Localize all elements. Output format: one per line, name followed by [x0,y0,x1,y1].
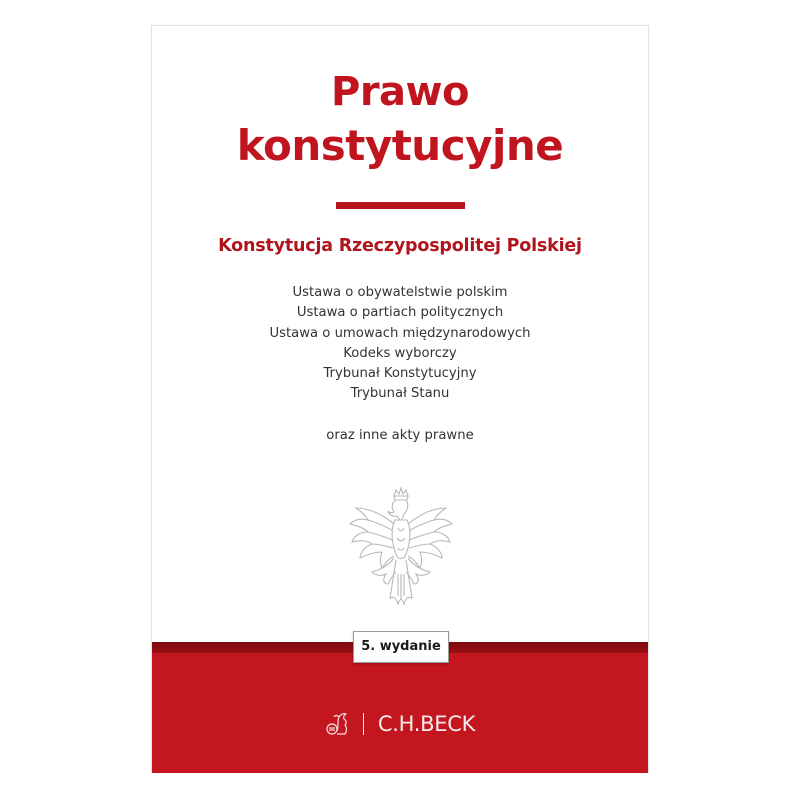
act-item: Ustawa o umowach międzynarodowych [269,325,531,341]
book-cover [151,25,649,773]
polish-eagle-emblem-icon [348,486,454,616]
act-item: Kodeks wyborczy [343,345,457,361]
act-item: Ustawa o partiach politycznych [296,305,504,321]
other-acts-note: oraz inne akty prawne [326,428,474,443]
title-divider [336,202,465,209]
publisher-mark [152,709,648,739]
book-title-line1: Prawo [331,69,469,115]
book-subtitle: Konstytucja Rzeczypospolitej Polskiej [218,236,582,256]
publisher-separator [363,713,364,735]
act-item: Trybunał Stanu [350,386,450,402]
act-item: Ustawa o obywatelstwie polskim [292,285,508,300]
acts-list [152,283,648,405]
publisher-name: C.H.BECK [377,712,476,736]
griffin-logo-icon [325,711,349,737]
act-item: Trybunał Konstytucyjny [323,366,477,382]
book-title-line2: konstytucyjne [236,121,564,170]
edition-badge: 5. wydanie [353,631,449,663]
